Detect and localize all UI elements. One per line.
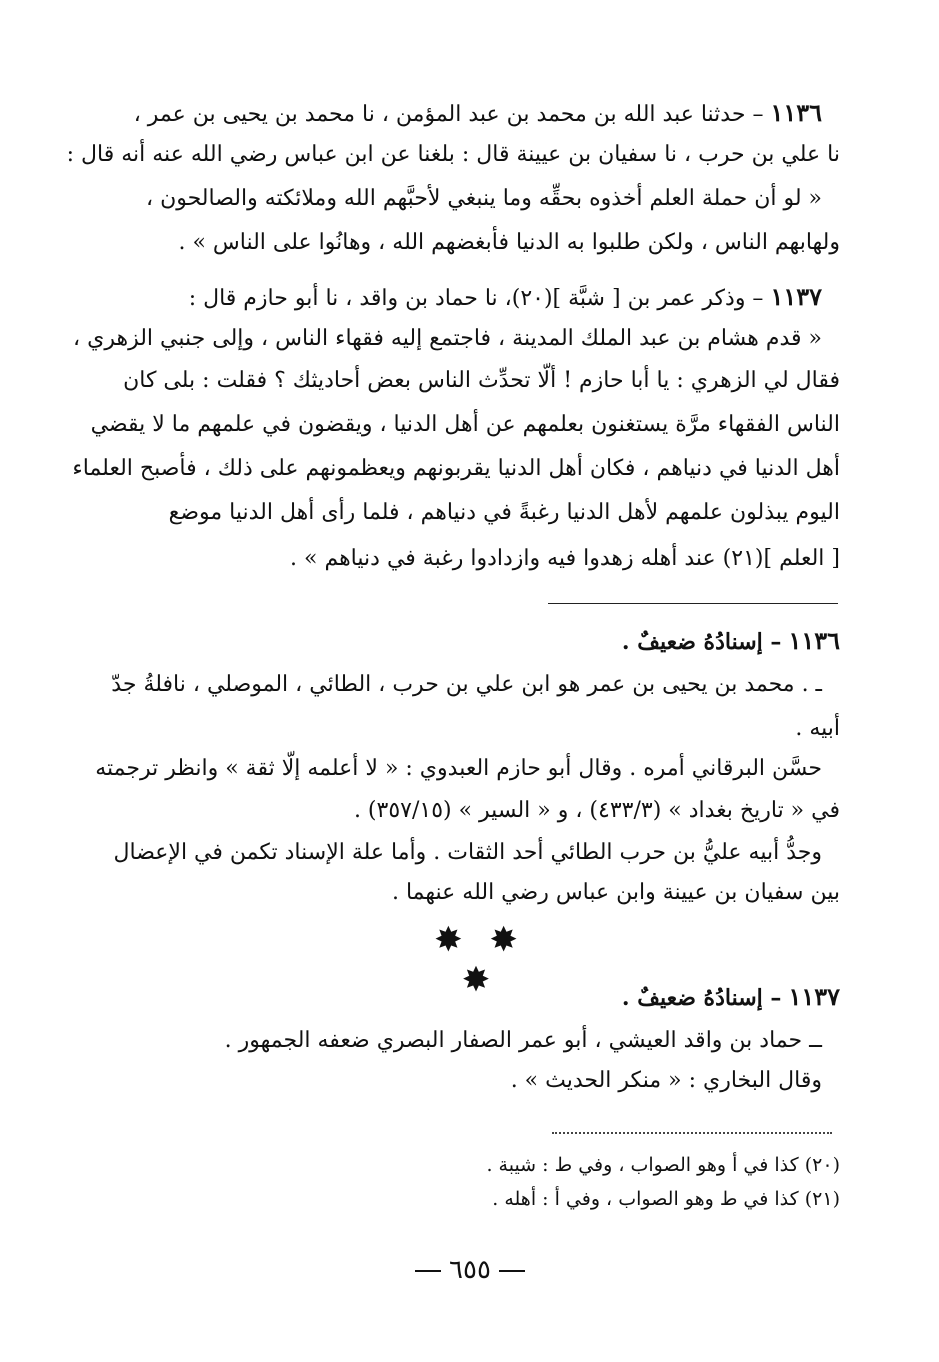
- commentary-1137-line-1: ــ حماد بن واقد العيشي ، أبو عمر الصفار البصري ضعفه الجمهور .: [224, 1028, 822, 1053]
- hadith-1137-line-1: ١١٣٧ – وذكر عمر بن [ شبَّة ](٢٠)، نا حماد بن واقد ، نا أبو حازم قال :: [188, 282, 822, 311]
- hadith-1136-line-2: نا علي بن حرب ، نا سفيان بن عيينة قال : بلغنا عن ابن عباس رضي الله عنه أنه قال :: [66, 142, 840, 167]
- footnotes-divider: [552, 1132, 832, 1134]
- section-separator-stars: ✸ ✸ ✸: [434, 920, 526, 1000]
- commentary-1136-line-5: وجدُّ أبيه عليُّ بن حرب الطائي أحد الثقات . وأما علة الإسناد تكمن في الإعضال: [113, 840, 822, 865]
- commentary-1136-line-1: ـ . محمد بن يحيى بن عمر هو ابن علي بن حرب ، الطائي ، الموصلي ، نافلةُ جدّ: [111, 672, 822, 697]
- dash-right: [499, 1270, 525, 1272]
- hadith-1137-line-4: الناس الفقهاء مرَّة يستغنون بعلمهم عن أهل الدنيا ، ويقضون في علمهم ما لا يقضي: [90, 412, 840, 437]
- footnote-20: (٢٠) كذا في أ وهو الصواب ، وفي ط : شيبة .: [486, 1154, 840, 1176]
- commentary-number: ١١٣٧: [788, 982, 840, 1011]
- commentary-1137-line-2: وقال البخاري : « منكر الحديث » .: [510, 1068, 822, 1093]
- hadith-1136-line-3: « لو أن حملة العلم أخذوه بحقِّه وما ينبغي لأحبَّهم الله وملائكته والصالحون ،: [145, 186, 822, 211]
- commentary-1136-line-2: أبيه .: [795, 716, 840, 741]
- dash-left: [415, 1270, 441, 1272]
- hadith-1137-line-7: [ العلم ](٢١) عند أهله زهدوا فيه وازدادوا رغبة في دنياهم » .: [290, 546, 840, 571]
- hadith-1136-line-1: ١١٣٦ – حدثنا عبد الله بن محمد بن عبد المؤمن ، نا محمد بن يحيى بن عمر ،: [133, 98, 822, 127]
- commentary-1136-line-4: في « تاريخ بغداد » (٤٣٣/٣) ، و « السير » (٣٥٧/١٥) .: [353, 798, 840, 823]
- footnote-21: (٢١) كذا في ط وهو الصواب ، وفي أ : أهله .: [492, 1188, 840, 1210]
- hadith-1137-line-5: أهل الدنيا في دنياهم ، فكان أهل الدنيا يقربونهم ويعظمونهم على ذلك ، فأصبح العلماء: [72, 456, 840, 481]
- footnote-divider: [548, 603, 838, 604]
- hadith-1137-line-6: اليوم يبذلون علمهم لأهل الدنيا رغبةً في دنياهم ، فلما رأى أهل الدنيا موضع: [168, 500, 840, 525]
- hadith-1137-line-3: فقال لي الزهري : يا أبا حازم ! ألّا تحدِّث الناس بعض أحاديثك ؟ فقلت : بلى كان: [123, 368, 840, 393]
- commentary-1136-line-6: بين سفيان بن عيينة وابن عباس رضي الله عنهما .: [391, 880, 840, 905]
- hadith-number: ١١٣٧: [770, 282, 822, 311]
- commentary-number: ١١٣٦: [788, 626, 840, 655]
- hadith-1137-line-2: « قدم هشام بن عبد الملك المدينة ، فاجتمع إليه فقهاء الناس ، وإلى جنبي الزهري ،: [73, 326, 822, 351]
- commentary-1136-line-3: حسَّن البرقاني أمره . وقال أبو حازم العبدوي : « لا أعلمه إلّا ثقة » وانظر ترجمته: [95, 756, 822, 781]
- commentary-1137-heading: ١١٣٧ – إسنادُهُ ضعيفٌ .: [621, 982, 840, 1011]
- commentary-1136-heading: ١١٣٦ – إسنادُهُ ضعيفٌ .: [621, 626, 840, 655]
- hadith-1136-line-4: ولهابهم الناس ، ولكن طلبوا به الدنيا فأبغضهم الله ، وهانُوا على الناس » .: [178, 230, 840, 255]
- page-number: ٦٥٥: [380, 1252, 560, 1288]
- hadith-number: ١١٣٦: [770, 98, 822, 127]
